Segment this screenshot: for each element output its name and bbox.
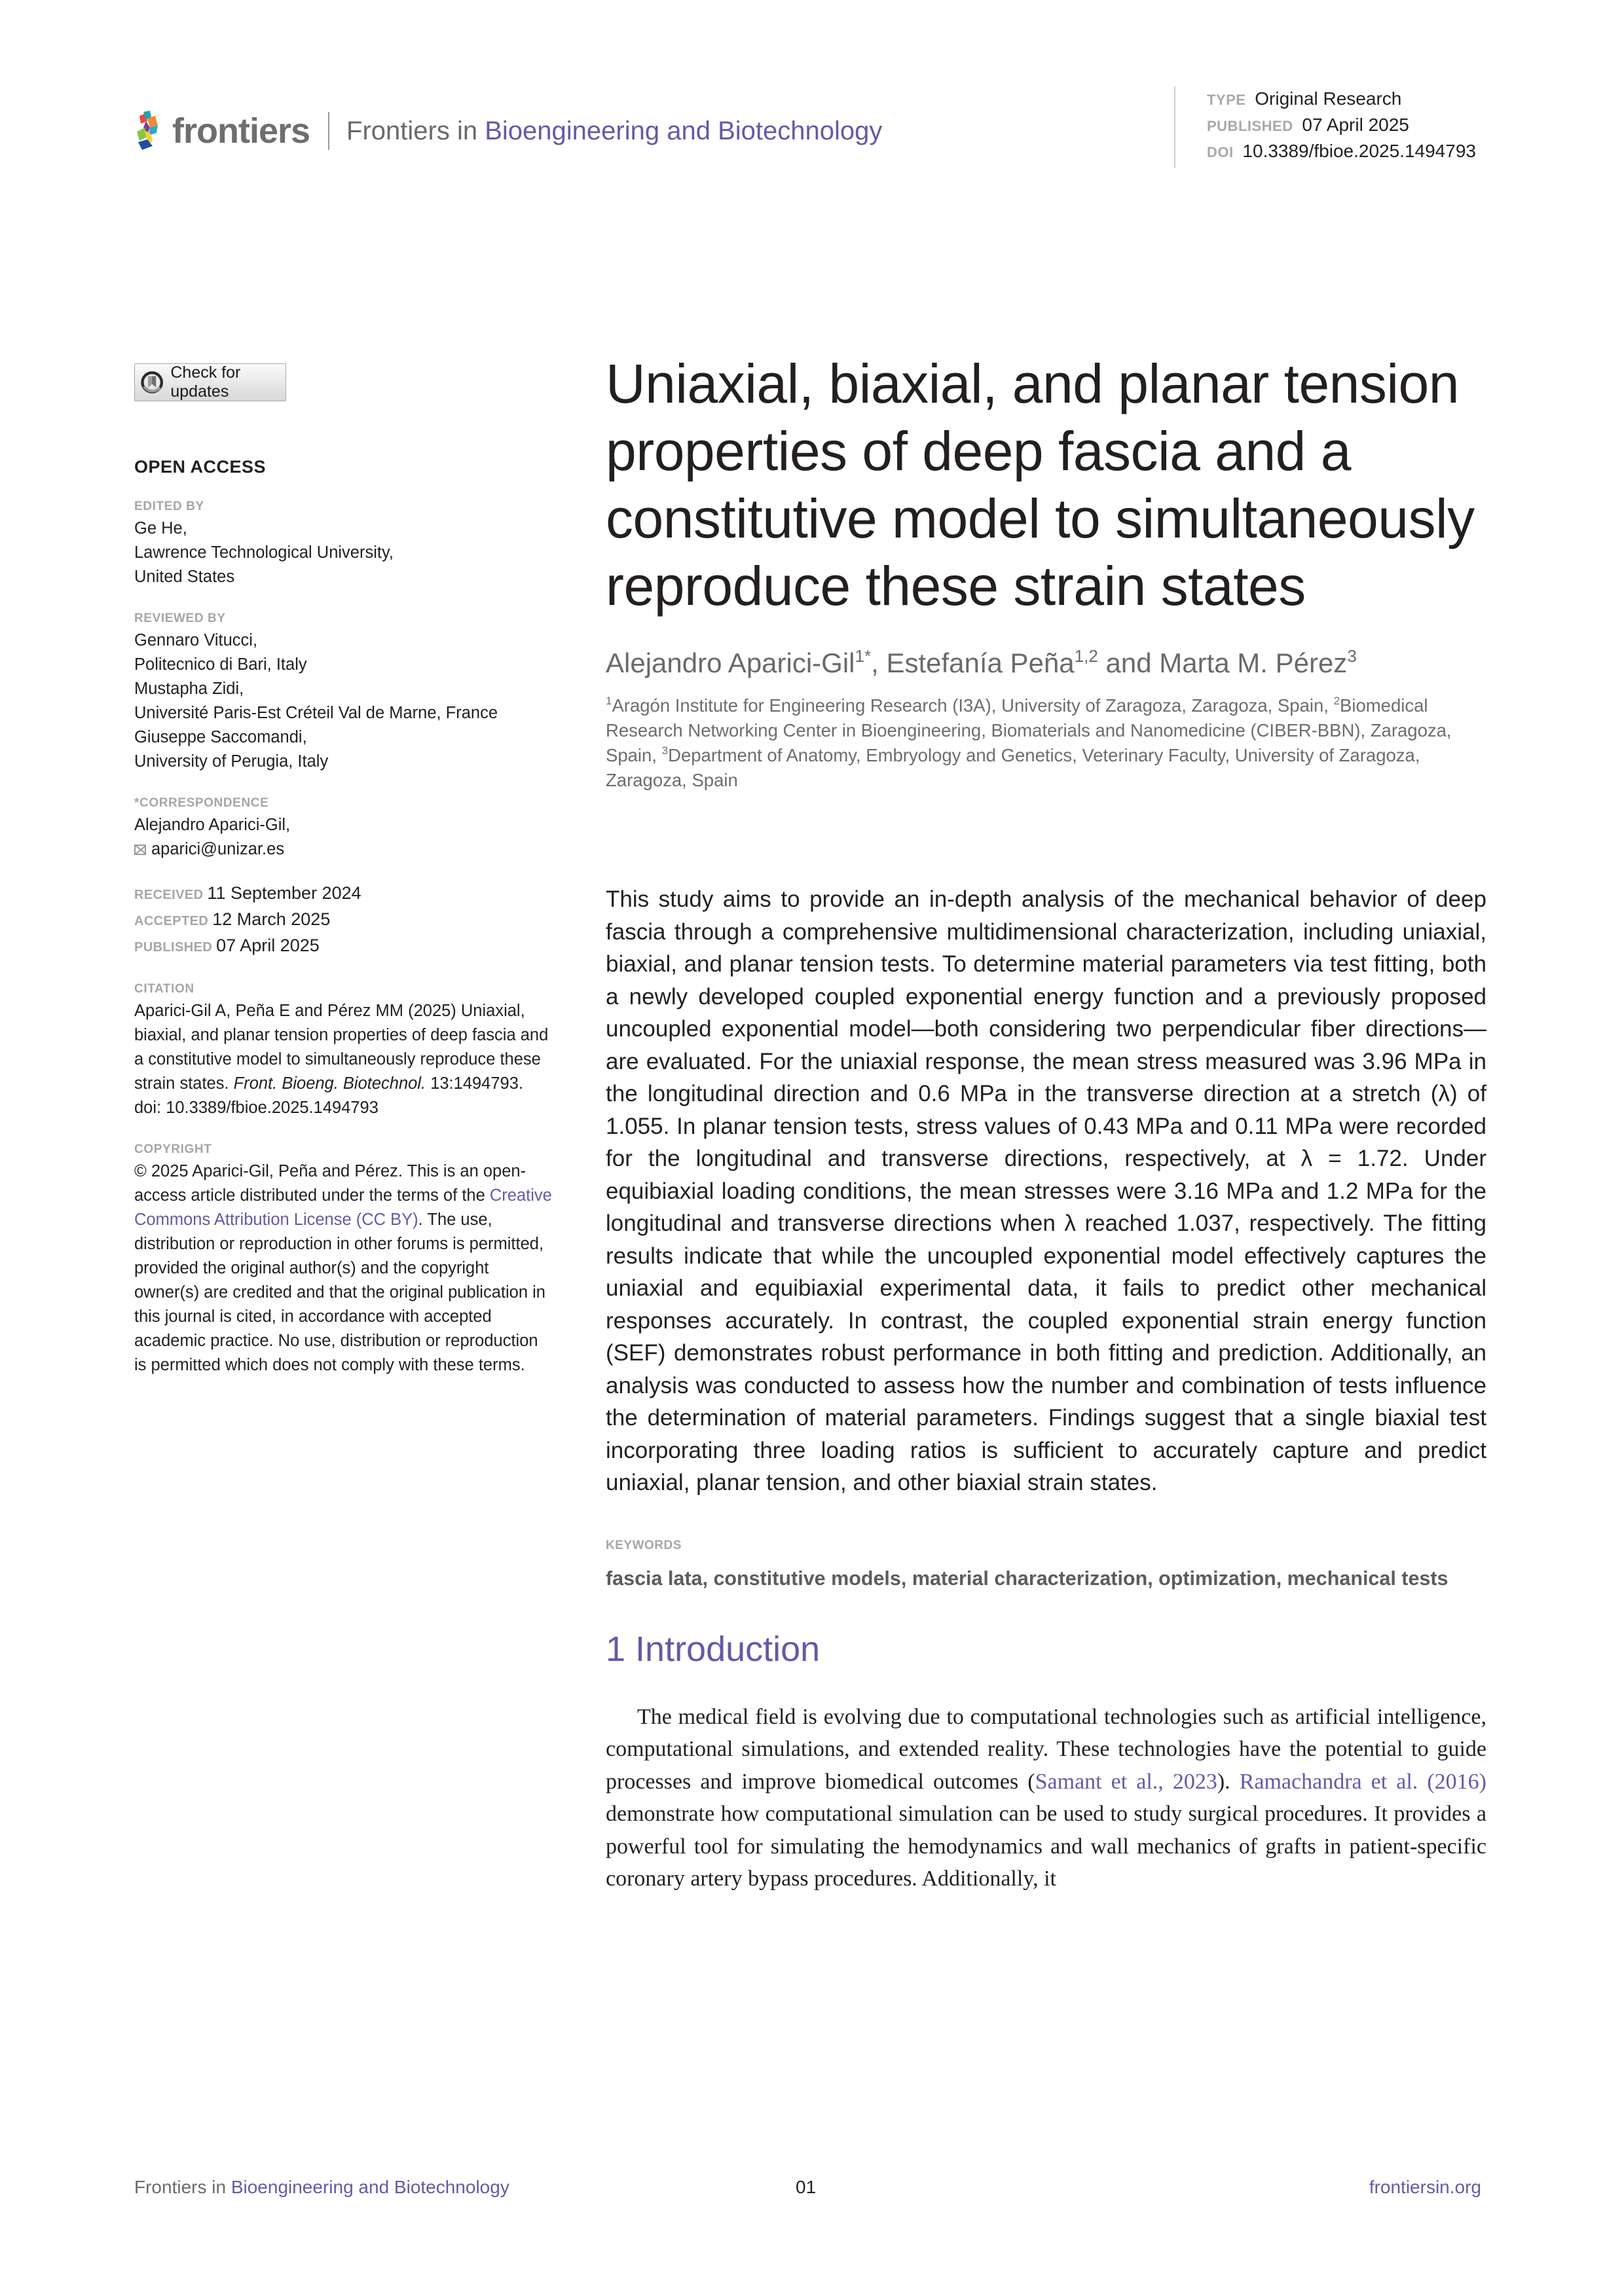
dates-section <box>134 881 553 960</box>
citation-section: CITATION Aparici-Gil A, Peña E and Pérez MM (2025) Uniaxial, biaxial, and planar tension properties of deep fascia and a constitutive model to simultaneously reproduce these strain states. Front. Bioeng. Biotechnol. 13:1494793. doi: 10.3389/fbioe.2025.1494793 <box>134 979 553 1120</box>
footer-journal[interactable]: Frontiers in Bioengineering and Biotechnology <box>134 2177 509 2197</box>
journal-name: Bioengineering and Biotechnology <box>485 116 883 145</box>
published-date: PUBLISHED 07 April 2025 <box>134 936 320 955</box>
section-heading-introduction: 1 Introduction <box>606 1629 821 1669</box>
envelope-icon <box>134 845 146 855</box>
journal-prefix: Frontiers in <box>346 116 478 145</box>
accepted-date: ACCEPTED 12 March 2025 <box>134 909 331 929</box>
article-title: Uniaxial, biaxial, and planar tension properties of deep fascia and a constitutive model to simultaneously reproduce these strain states <box>606 353 1475 617</box>
meta-published: PUBLISHED 07 April 2025 <box>1207 115 1409 135</box>
logo-wordmark: frontiers <box>172 111 310 151</box>
author-name[interactable]: Marta M. Pérez <box>1159 647 1348 678</box>
keywords-label: KEYWORDS <box>606 1538 682 1552</box>
journal-title[interactable] <box>346 117 882 146</box>
reference-link[interactable]: Ramachandra et al. (2016) <box>1239 1769 1486 1794</box>
author-name[interactable]: Estefanía Peña <box>886 647 1075 678</box>
meta-doi[interactable]: DOI 10.3389/fbioe.2025.1494793 <box>1207 141 1476 161</box>
abstract: This study aims to provide an in-depth analysis of the mechanical behavior of deep fascia through a comprehensive multidimensional characterization, including uniaxial, biaxial, and planar tension tests. To determine material parameters via test fitting, both a newly developed coupled exponential energy function and a previously proposed uncoupled exponential model—both considering two perpendicular fiber directions—are evaluated. For the uniaxial response, the mean stress measured was 3.96 MPa in the longitudinal direction and 0.6 MPa in the transverse direction at a stretch (λ) of 1.055. In planar tension tests, stress values of 0.43 MPa and 0.11 MPa were recorded for the longitudinal and transverse directions, respectively, at λ = 1.72. Under equibiaxial loading conditions, the mean stresses were 3.16 MPa and 1.2 MPa for the longitudinal and transverse directions when λ reached 1.037, respectively. The fitting results indicate that while the uncoupled exponential model effectively captures the uniaxial and equibiaxial experimental data, it fails to predict other mechanical responses accurately. In contrast, the coupled exponential strain energy function (SEF) demonstrates robust performance in both fitting and prediction. Additionally, an analysis was conducted to assess how the number and combination of tests influence the determination of material parameters. Findings suggest that a single biaxial test incorporating three loading ratios is sufficient to accurately capture and predict uniaxial, planar tension, and other biaxial strain states. <box>606 886 1486 1495</box>
reviewed-by-section: REVIEWED BY Gennaro Vitucci, Politecnico di Bari, Italy Mustapha Zidi, Université Paris-Est Créteil Val de Marne, France Giuseppe Saccomandi, University of Perugia, Italy <box>134 611 498 771</box>
meta-type: TYPE Original Research <box>1207 88 1402 109</box>
affiliations: $^1$Aragón Institute for Engineering Research (I3A), University of Zaragoza, Zaragoza, Spain, $^2$Biomedical Research Networking Center in Bioengineering, Biomaterials and Nanomedicine (CIBER-BBN), Zaragoza, Spain, $^3$Department of Anatomy, Embryology and Genetics, Veterinary Faculty, University of Zaragoza, Zaragoza, Spain <box>606 695 1452 790</box>
check-for-updates-button[interactable] <box>134 363 286 401</box>
open-access-label: OPEN ACCESS <box>134 457 267 477</box>
check-for-updates-label: Check for updates <box>170 363 241 401</box>
citation-doi[interactable]: doi: 10.3389/fbioe.2025.1494793 <box>134 1099 378 1117</box>
edited-by-section: EDITED BY Ge He, Lawrence Technological University, United States <box>134 500 394 586</box>
crossmark-icon <box>140 369 164 396</box>
sidebar <box>134 363 553 1377</box>
introduction-paragraph: The medical field is evolving due to computational technologies such as artificial intelligence, computational simulations, and extended reality. These technologies have the potential to guide processes and improve biomedical outcomes (Samant et al., 2023). Ramachandra et al. (2016) demonstrate how computational simulation can be used to study surgical procedures. It provides a powerful tool for simulating the hemodynamics and wall mechanics of grafts in patient-specific coronary artery bypass procedures. Additionally, it <box>606 1704 1486 1891</box>
copyright-text: © 2025 Aparici-Gil, Peña and Pérez. This is an open-access article distributed under the terms of the Creative Commons Attribution License (CC BY). The use, distribution or reproduction in other forums is permitted, provided the original author(s) and the copyright owner(s) are credited and that the original publication in this journal is cited, in accordance with accepted academic practice. No use, distribution or reproduction is permitted which does not comply with these terms. <box>134 1162 552 1374</box>
footer-site-link[interactable]: frontiersin.org <box>1369 2177 1481 2197</box>
correspondence-section: *CORRESPONDENCE Alejandro Aparici-Gil, aparici@unizar.es <box>134 793 553 862</box>
article-main <box>606 350 1486 1895</box>
received-date: RECEIVED 11 September 2024 <box>134 883 361 903</box>
cc-by-license-link[interactable]: Creative Commons Attribution License (CC BY) <box>134 1186 552 1229</box>
frontiers-cube-logo-icon <box>134 111 168 151</box>
citation-text: Aparici-Gil A, Peña E and Pérez MM (2025) Uniaxial, biaxial, and planar tension properties of deep fascia and a constitutive model to simultaneously reproduce these strain states. Front. Bioeng. Biotechnol. 13:1494793. doi: 10.3389/fbioe.2025.1494793 <box>134 1002 549 1117</box>
page-header <box>134 105 882 157</box>
author-list: Alejandro Aparici-Gil$^{1*}$, Estefanía Peña$^{1,2}$ and Marta M. Pérez$^3$ <box>606 646 1357 678</box>
author-name[interactable]: Alejandro Aparici-Gil <box>606 647 855 678</box>
email-link[interactable]: aparici@unizar.es <box>134 837 553 862</box>
page-number: 01 <box>796 2177 817 2197</box>
page-footer <box>134 2177 1481 2198</box>
frontiers-logo[interactable] <box>134 111 310 151</box>
reference-link[interactable]: Samant et al., 2023 <box>1035 1769 1217 1794</box>
header-divider <box>328 112 329 150</box>
keywords: fascia lata, constitutive models, material characterization, optimization, mechanical tests <box>606 1567 1449 1590</box>
copyright-section: COPYRIGHT © 2025 Aparici-Gil, Peña and Pérez. This is an open-access article distributed under the terms of the Creative Commons Attribution License (CC BY). The use, distribution or reproduction in other forums is permitted, provided the original author(s) and the copyright owner(s) are credited and that the original publication in this journal is cited, in accordance with accepted academic practice. No use, distribution or reproduction is permitted which does not comply with these terms. <box>134 1140 553 1377</box>
article-meta <box>1174 86 1476 168</box>
